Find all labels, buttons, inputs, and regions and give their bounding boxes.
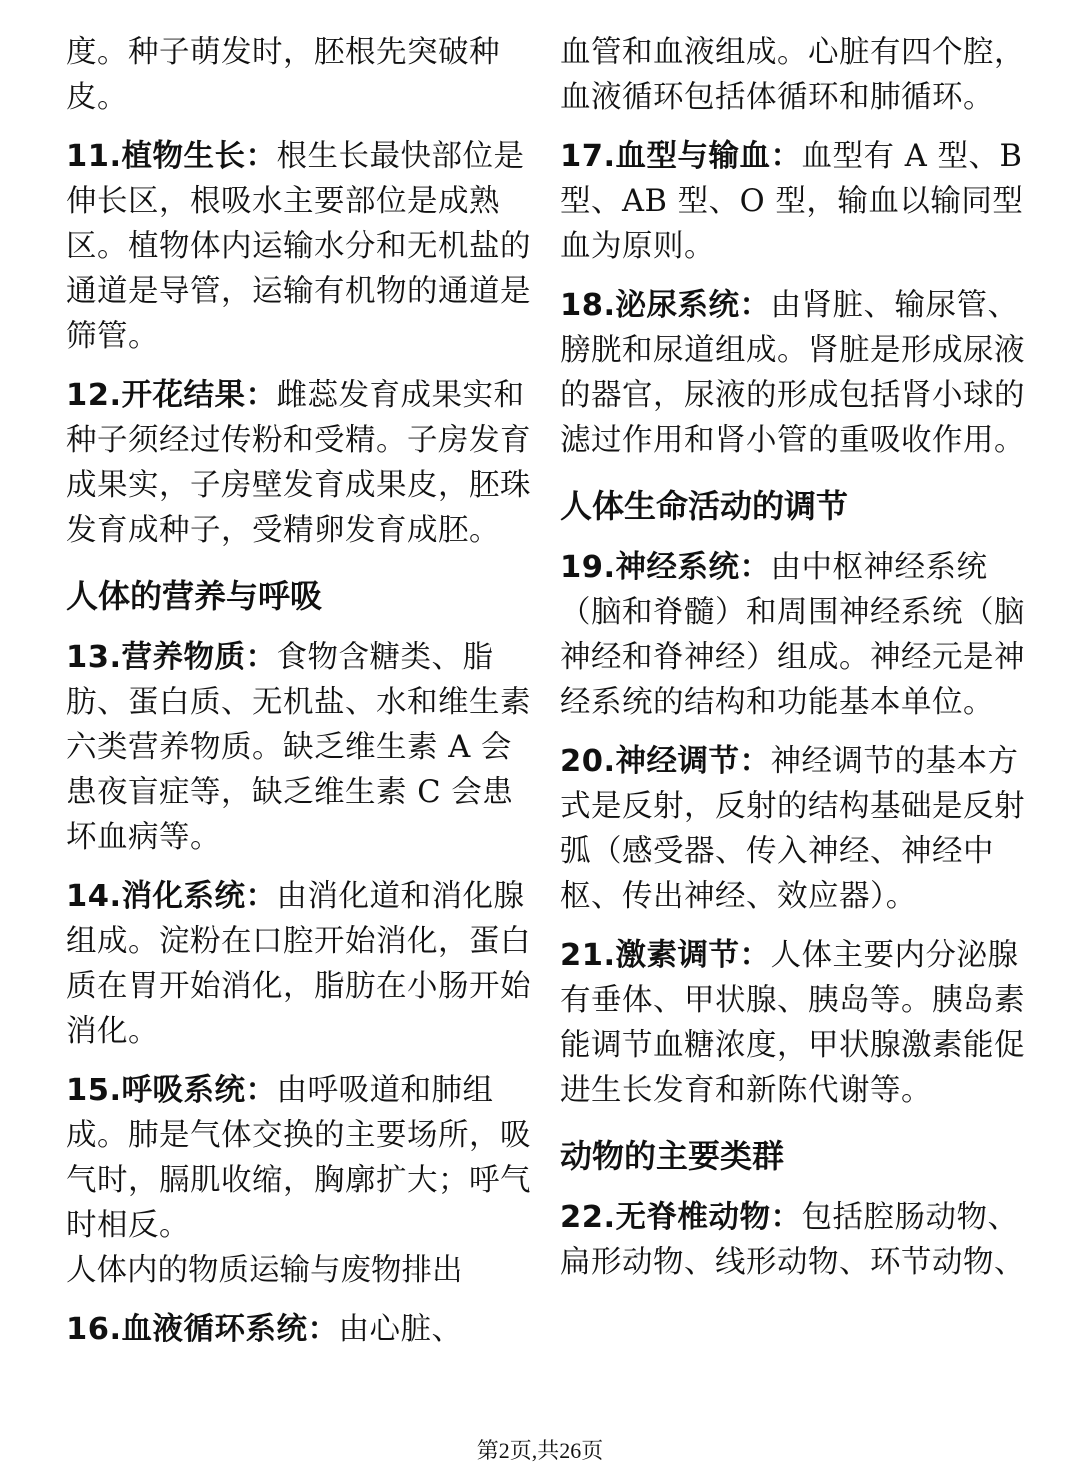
item-13	[66, 635, 536, 860]
item-term: 营养物质：	[121, 639, 277, 675]
item-text: 雌蕊发育成果实和种子须经过传粉和受精。子房发育成果实，子房壁发育成果皮，胚珠发育成种子，受精卵发育成胚。	[66, 378, 531, 548]
item-text: 由消化道和消化腺组成。淀粉在口腔开始消化，蛋白质在胃开始消化，脂肪在小肠开始消化。	[66, 879, 531, 1049]
page-number-footer: 第2页,共26页	[476, 1438, 604, 1463]
section-heading-animals: 动物的主要类群	[560, 1137, 785, 1175]
item-term: 植物生长：	[121, 138, 277, 174]
item-text: 血型有 A 型、B 型、AB 型、O 型，输血以输同型血为原则。	[560, 139, 1024, 264]
item-text: 根生长最快部位是伸长区，根吸水主要部位是成熟区。植物体内运输水分和无机盐的通道是导管，运输有机物的通道是筛管。	[66, 139, 531, 354]
item-term: 血型与输血：	[615, 138, 802, 174]
item-term: 血液循环系统：	[121, 1311, 339, 1347]
item-19	[560, 545, 1038, 725]
item-term: 神经调节：	[615, 743, 771, 779]
item-14	[66, 874, 536, 1054]
left-intro-text: 度。种子萌发时，胚根先突破种皮。	[66, 35, 500, 115]
item-number: 11.	[66, 139, 122, 174]
subheading-transport: 人体内的物质运输与废物排出	[66, 1253, 463, 1288]
item-number: 13.	[66, 640, 122, 675]
item-text: 包括腔肠动物、扁形动物、线形动物、环节动物、	[560, 1200, 1025, 1280]
item-text: 神经调节的基本方式是反射，反射的结构基础是反射弧（感受器、传入神经、神经中枢、传出神经、效应器）。	[560, 744, 1025, 914]
item-21	[560, 933, 1038, 1113]
section-heading-nutrition: 人体的营养与呼吸	[66, 577, 323, 615]
item-20	[560, 739, 1038, 919]
item-number: 21.	[560, 938, 616, 973]
item-22	[560, 1195, 1038, 1285]
item-15	[66, 1068, 536, 1248]
item-text: 由心脏、	[338, 1312, 463, 1347]
item-text: 人体主要内分泌腺有垂体、甲状腺、胰岛等。胰岛素能调节血糖浓度，甲状腺激素能促进生长发育和新陈代谢等。	[560, 938, 1025, 1108]
right-intro-text: 血管和血液组成。心脏有四个腔，血液循环包括体循环和肺循环。	[560, 35, 1025, 115]
item-term: 无脊椎动物：	[615, 1199, 802, 1235]
item-number: 20.	[560, 744, 616, 779]
item-number: 12.	[66, 378, 122, 413]
item-text: 食物含糖类、脂肪、蛋白质、无机盐、水和维生素六类营养物质。缺乏维生素 A 会患夜盲症等，缺乏维生素 C 会患坏血病等。	[66, 640, 531, 855]
item-term: 消化系统：	[121, 878, 277, 914]
item-term: 泌尿系统：	[615, 287, 771, 323]
item-number: 18.	[560, 288, 616, 323]
item-number: 16.	[66, 1312, 122, 1347]
item-term: 激素调节：	[615, 937, 771, 973]
item-text: 由呼吸道和肺组成。肺是气体交换的主要场所，吸气时，膈肌收缩，胸廓扩大；呼气时相反。	[66, 1073, 531, 1243]
item-term: 呼吸系统：	[121, 1072, 277, 1108]
item-term: 开花结果：	[121, 377, 277, 413]
item-number: 19.	[560, 550, 616, 585]
item-number: 14.	[66, 879, 122, 914]
item-text: 由肾脏、输尿管、膀胱和尿道组成。肾脏是形成尿液的器官，尿液的形成包括肾小球的滤过作用和肾小管的重吸收作用。	[560, 288, 1025, 458]
section-heading-regulation: 人体生命活动的调节	[560, 487, 849, 525]
item-number: 15.	[66, 1073, 122, 1108]
item-number: 17.	[560, 139, 616, 174]
item-number: 22.	[560, 1200, 616, 1235]
item-text: 由中枢神经系统（脑和脊髓）和周围神经系统（脑神经和脊神经）组成。神经元是神经系统的结构和功能基本单位。	[560, 550, 1025, 720]
item-12	[66, 373, 536, 553]
left-column	[66, 30, 536, 1352]
item-18	[560, 283, 1038, 463]
item-16	[66, 1307, 536, 1352]
right-column	[560, 30, 1038, 1285]
item-term: 神经系统：	[615, 549, 771, 585]
item-11	[66, 134, 536, 359]
item-17	[560, 134, 1038, 269]
